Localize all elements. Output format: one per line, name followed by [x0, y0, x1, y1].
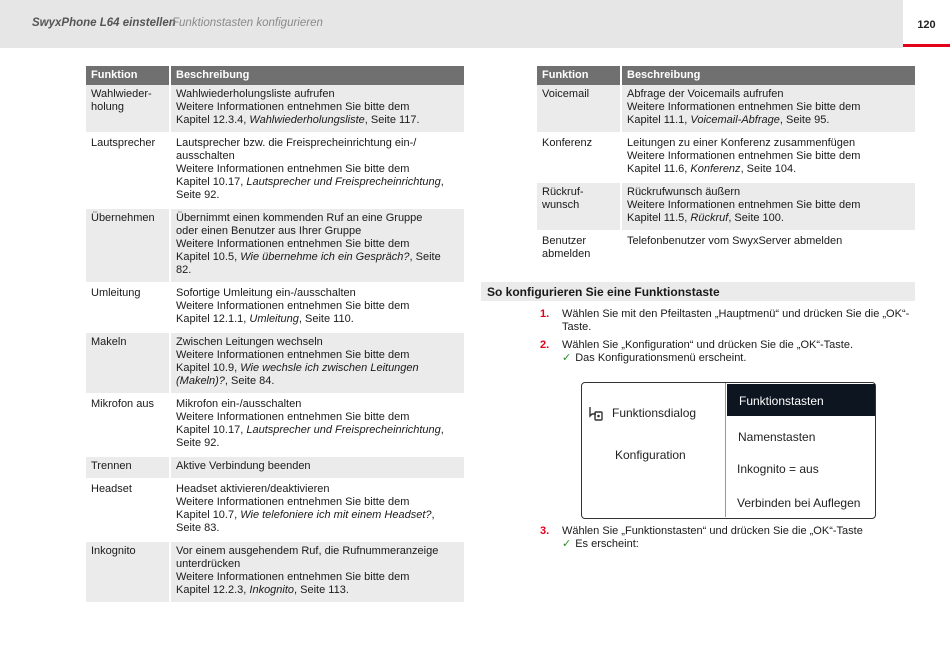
chapter-reference: Kapitel 11.1, Voicemail-Abfrage, Seite 95. — [627, 114, 830, 126]
chapter-reference: Kapitel 10.7, Wie telefoniere ich mit einem Headset?, Seite 83. — [176, 509, 435, 534]
table-row — [86, 208, 464, 283]
function-name: Übernehmen — [86, 208, 170, 283]
page-number-box — [903, 0, 950, 48]
step-number: 2. — [540, 339, 550, 351]
chapter-reference-title[interactable]: Rückruf — [690, 212, 729, 224]
display-left-item: Funktionsdialog — [612, 406, 697, 420]
step-text: Wählen Sie „Funktionstasten“ und drücken Sie die „OK“-Taste — [562, 525, 863, 537]
chapter-reference-title[interactable]: Voicemail-Abfrage — [690, 114, 780, 126]
document-title: SwyxPhone L64 einstellen — [32, 17, 176, 29]
check-icon: ✓ — [562, 538, 572, 550]
step-text: Wählen Sie „Konfiguration“ und drücken Sie die „OK“-Taste. — [562, 339, 854, 351]
chapter-reference: Kapitel 10.17, Lautsprecher und Freisprecheinrichtung, Seite 92. — [176, 176, 444, 201]
table-row — [86, 133, 464, 208]
display-menu-item[interactable]: Namenstasten — [738, 430, 816, 444]
step-number: 1. — [540, 308, 550, 320]
chapter-reference-title[interactable]: Lautsprecher und Freisprecheinrichtung — [246, 176, 441, 188]
function-description: Wahlwiederholungsliste aufrufen Weitere Informationen entnehmen Sie bitte dem Kapitel 12.3.4, Wahlwiederholungsliste, Seite 117. — [170, 85, 464, 133]
function-name: Wahlwieder- holung — [86, 85, 170, 133]
chapter-reference: Kapitel 10.9, Wie wechsle ich zwischen Leitungen (Makeln)?, Seite 84. — [176, 362, 419, 387]
function-table-right — [537, 66, 915, 268]
phone-display — [581, 382, 876, 519]
display-menu-item[interactable]: Inkognito = aus — [737, 462, 819, 476]
chapter-reference-title[interactable]: Wie telefoniere ich mit einem Headset? — [240, 509, 432, 521]
function-description: Telefonbenutzer vom SwyxServer abmelden — [621, 231, 915, 267]
chapter-reference-title[interactable]: Lautsprecher und Freisprecheinrichtung — [246, 424, 441, 436]
column-header-function: Funktion — [537, 66, 621, 85]
section-title: Funktionstasten konfigurieren — [172, 17, 323, 29]
function-name: Konferenz — [537, 133, 621, 182]
function-dialog-icon — [588, 405, 604, 423]
step-2 — [540, 339, 915, 353]
table-row — [537, 231, 915, 267]
function-name: Inkognito — [86, 541, 170, 603]
table-row — [86, 479, 464, 541]
function-description: Sofortige Umleitung ein-/ausschalten Weitere Informationen entnehmen Sie bitte dem Kapitel 12.1.1, Umleitung, Seite 110. — [170, 283, 464, 332]
column-header-description: Beschreibung — [170, 66, 464, 85]
check-icon: ✓ — [562, 352, 572, 364]
page-accent-bar — [903, 44, 950, 47]
function-description: Abfrage der Voicemails aufrufen Weitere Informationen entnehmen Sie bitte dem Kapitel 11.1, Voicemail-Abfrage, Seite 95. — [621, 85, 915, 133]
function-name: Trennen — [86, 456, 170, 479]
step-1 — [540, 308, 915, 336]
function-name: Lautsprecher — [86, 133, 170, 208]
function-name: Rückruf- wunsch — [537, 182, 621, 231]
display-menu-item[interactable]: Verbinden bei Auflegen — [737, 496, 861, 510]
function-description: Lautsprecher bzw. die Freisprecheinrichtung ein-/ ausschalten Weitere Informationen entnehmen Sie bitte dem Kapitel 10.17, Lautsprecher und Freisprecheinrichtung, Seite 92. — [170, 133, 464, 208]
function-name: Voicemail — [537, 85, 621, 133]
function-description: Leitungen zu einer Konferenz zusammenfügen Weitere Informationen entnehmen Sie bitte dem Kapitel 11.6, Konferenz, Seite 104. — [621, 133, 915, 182]
page-number: 120 — [917, 19, 936, 31]
display-menu-item-selected[interactable] — [727, 384, 875, 416]
table-row — [537, 85, 915, 133]
table-row — [86, 85, 464, 133]
table-row — [86, 541, 464, 603]
chapter-reference: Kapitel 11.5, Rückruf, Seite 100. — [627, 212, 784, 224]
chapter-reference-title[interactable]: Konferenz — [690, 163, 741, 175]
function-description: Aktive Verbindung beenden — [170, 456, 464, 479]
chapter-reference: Kapitel 11.6, Konferenz, Seite 104. — [627, 163, 797, 175]
function-description: Zwischen Leitungen wechseln Weitere Informationen entnehmen Sie bitte dem Kapitel 10.9, Wie wechsle ich zwischen Leitungen (Makeln)?, Seite 84. — [170, 332, 464, 394]
result-text: Das Konfigurationsmenü erscheint. — [575, 352, 747, 364]
result-text: Es erscheint: — [575, 538, 639, 550]
chapter-reference: Kapitel 10.17, Lautsprecher und Freisprecheinrichtung, Seite 92. — [176, 424, 444, 449]
display-left-item: Konfiguration — [615, 448, 686, 462]
table-row — [86, 332, 464, 394]
chapter-reference: Kapitel 12.1.1, Umleitung, Seite 110. — [176, 313, 354, 325]
function-name: Makeln — [86, 332, 170, 394]
display-menu-item-label: Funktionstasten — [739, 394, 824, 408]
function-name: Headset — [86, 479, 170, 541]
procedure-heading: So konfigurieren Sie eine Funktionstaste — [481, 282, 915, 301]
chapter-reference: Kapitel 12.2.3, Inkognito, Seite 113. — [176, 584, 349, 596]
chapter-reference-title[interactable]: Wie übernehme ich ein Gespräch? — [240, 251, 410, 263]
step-2-result — [562, 352, 746, 365]
function-description: Vor einem ausgehendem Ruf, die Rufnummeranzeige unterdrücken Weitere Informationen entnehmen Sie bitte dem Kapitel 12.2.3, Inkognito, Seite 113. — [170, 541, 464, 603]
column-header-description: Beschreibung — [621, 66, 915, 85]
step-3-result — [562, 538, 639, 551]
function-description: Rückrufwunsch äußern Weitere Informationen entnehmen Sie bitte dem Kapitel 11.5, Rückruf, Seite 100. — [621, 182, 915, 231]
column-header-function: Funktion — [86, 66, 170, 85]
table-row — [537, 182, 915, 231]
function-table-left — [86, 66, 464, 604]
function-description: Übernimmt einen kommenden Ruf an eine Gruppe oder einen Benutzer aus Ihrer Gruppe Weitere Informationen entnehmen Sie bitte dem Kapitel 10.5, Wie übernehme ich ein Gespräch?, Seite 82. — [170, 208, 464, 283]
chapter-reference: Kapitel 12.3.4, Wahlwiederholungsliste, Seite 117. — [176, 114, 420, 126]
function-name: Mikrofon aus — [86, 394, 170, 456]
function-description: Headset aktivieren/deaktivieren Weitere Informationen entnehmen Sie bitte dem Kapitel 10.7, Wie telefoniere ich mit einem Headset?, Seite 83. — [170, 479, 464, 541]
chapter-reference-title[interactable]: Wie wechsle ich zwischen Leitungen (Makeln)? — [176, 362, 419, 387]
step-number: 3. — [540, 525, 550, 537]
function-name: Benutzer abmelden — [537, 231, 621, 267]
table-row — [86, 394, 464, 456]
chapter-reference-title[interactable]: Inkognito — [249, 584, 295, 596]
page-header — [0, 0, 950, 48]
chapter-reference-title[interactable]: Umleitung — [249, 313, 299, 325]
table-row — [86, 456, 464, 479]
table-row — [537, 133, 915, 182]
function-description: Mikrofon ein-/ausschalten Weitere Informationen entnehmen Sie bitte dem Kapitel 10.17, Lautsprecher und Freisprecheinrichtung, Seite 92. — [170, 394, 464, 456]
chapter-reference: Kapitel 10.5, Wie übernehme ich ein Gespräch?, Seite 82. — [176, 251, 441, 276]
chapter-reference-title[interactable]: Wahlwiederholungsliste — [249, 114, 365, 126]
step-text: Wählen Sie mit den Pfeiltasten „Hauptmenü“ und drücken Sie die „OK“-Taste. — [562, 308, 910, 333]
function-name: Umleitung — [86, 283, 170, 332]
table-row — [86, 283, 464, 332]
display-divider — [725, 383, 726, 517]
step-3 — [540, 525, 915, 539]
